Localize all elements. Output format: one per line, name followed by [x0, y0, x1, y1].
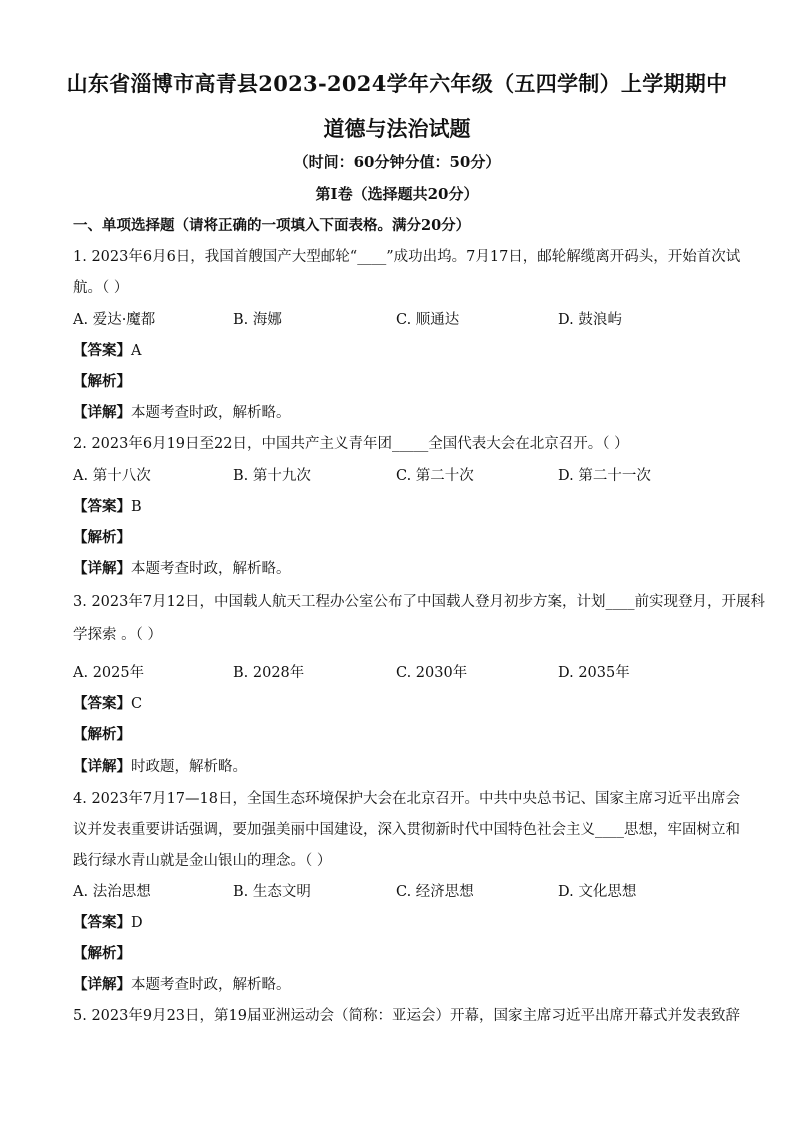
question-2-option-a: A. 第十八次 — [73, 468, 151, 484]
question-4-option-c: C. 经济思想 — [396, 884, 474, 900]
detail-text: 时政题，解析略。 — [131, 759, 247, 775]
detail-text: 本题考查时政，解析略。 — [131, 977, 291, 993]
question-1-option-b: B. 海娜 — [233, 312, 282, 328]
question-1-analysis: 【解析】 — [73, 373, 131, 390]
question-3-option-b: B. 2028年 — [233, 665, 305, 681]
question-3-stem: 学探索 。（ ） — [73, 627, 162, 643]
question-2-analysis: 【解析】 — [73, 529, 131, 546]
question-1-answer — [73, 339, 725, 360]
question-3-detail — [73, 755, 725, 776]
question-4-stem: 4. 2023年7月17—18日，全国生态环境保护大会在北京召开。中共中央总书记、国家主席习近平出席会 — [73, 791, 740, 807]
question-4-answer — [73, 911, 725, 932]
question-1-option-c: C. 顺通达 — [396, 312, 460, 328]
time-info: （时间：60分钟分值：50分） — [293, 153, 501, 171]
question-3-stem: 3. 2023年7月12日，中国载人航天工程办公室公布了中国载人登月初步方案，计划____前实现登月，开展科 — [73, 594, 766, 610]
detail-tag: 【详解】 — [73, 976, 131, 993]
question-2-option-d: D. 第二十一次 — [558, 468, 651, 484]
answer-tag: 【答案】 — [73, 695, 131, 712]
question-4-stem: 议并发表重要讲话强调，要加强美丽中国建设，深入贯彻新时代中国特色社会主义____思想，牢固树立和 — [73, 822, 740, 838]
volume-heading: 第Ⅰ卷（选择题共20分） — [315, 185, 479, 203]
question-3-option-a: A. 2025年 — [73, 665, 145, 681]
detail-tag: 【详解】 — [73, 560, 131, 577]
question-2-stem: 2. 2023年6月19日至22日，中国共产主义青年团_____全国代表大会在北京召开。（ ） — [73, 436, 629, 452]
question-4-option-a: A. 法治思想 — [73, 884, 151, 900]
exam-title: 山东省淄博市高青县2023-2024学年六年级（五四学制）上学期期中 — [66, 71, 728, 96]
answer-value: A — [131, 343, 142, 359]
answer-tag: 【答案】 — [73, 914, 131, 931]
question-3-option-d: D. 2035年 — [558, 665, 630, 681]
question-1-stem: 航。（ ） — [73, 280, 129, 296]
question-2-answer — [73, 495, 725, 516]
exam-subject: 道德与法治试题 — [323, 116, 471, 141]
detail-tag: 【详解】 — [73, 758, 131, 775]
question-3-answer — [73, 692, 725, 713]
question-1-option-d: D. 鼓浪屿 — [558, 312, 622, 328]
answer-value: D — [131, 915, 143, 931]
question-3-analysis: 【解析】 — [73, 726, 131, 743]
detail-tag: 【详解】 — [73, 404, 131, 421]
detail-text: 本题考查时政，解析略。 — [131, 405, 291, 421]
answer-tag: 【答案】 — [73, 498, 131, 515]
question-1-option-a: A. 爱达·魔都 — [73, 312, 156, 328]
question-1-detail — [73, 401, 725, 422]
question-4-option-b: B. 生态文明 — [233, 884, 311, 900]
answer-value: B — [131, 499, 142, 515]
answer-value: C — [131, 696, 143, 712]
detail-text: 本题考查时政，解析略。 — [131, 561, 291, 577]
question-4-option-d: D. 文化思想 — [558, 884, 637, 900]
question-4-detail — [73, 973, 725, 994]
question-5-stem: 5. 2023年9月23日，第19届亚洲运动会（简称：亚运会）开幕，国家主席习近平出席开幕式并发表致辞 — [73, 1008, 740, 1024]
question-2-option-c: C. 第二十次 — [396, 468, 474, 484]
question-4-analysis: 【解析】 — [73, 945, 131, 962]
question-2-option-b: B. 第十九次 — [233, 468, 311, 484]
question-4-stem: 践行绿水青山就是金山银山的理念。（ ） — [73, 853, 332, 869]
question-2-detail — [73, 557, 725, 578]
question-3-option-c: C. 2030年 — [396, 665, 468, 681]
question-1-stem: 1. 2023年6月6日，我国首艘国产大型邮轮“____”成功出坞。7月17日，邮轮解缆离开码头，开始首次试 — [73, 249, 741, 265]
answer-tag: 【答案】 — [73, 342, 131, 359]
section-heading: 一、单项选择题（请将正确的一项填入下面表格。满分20分） — [73, 217, 471, 234]
